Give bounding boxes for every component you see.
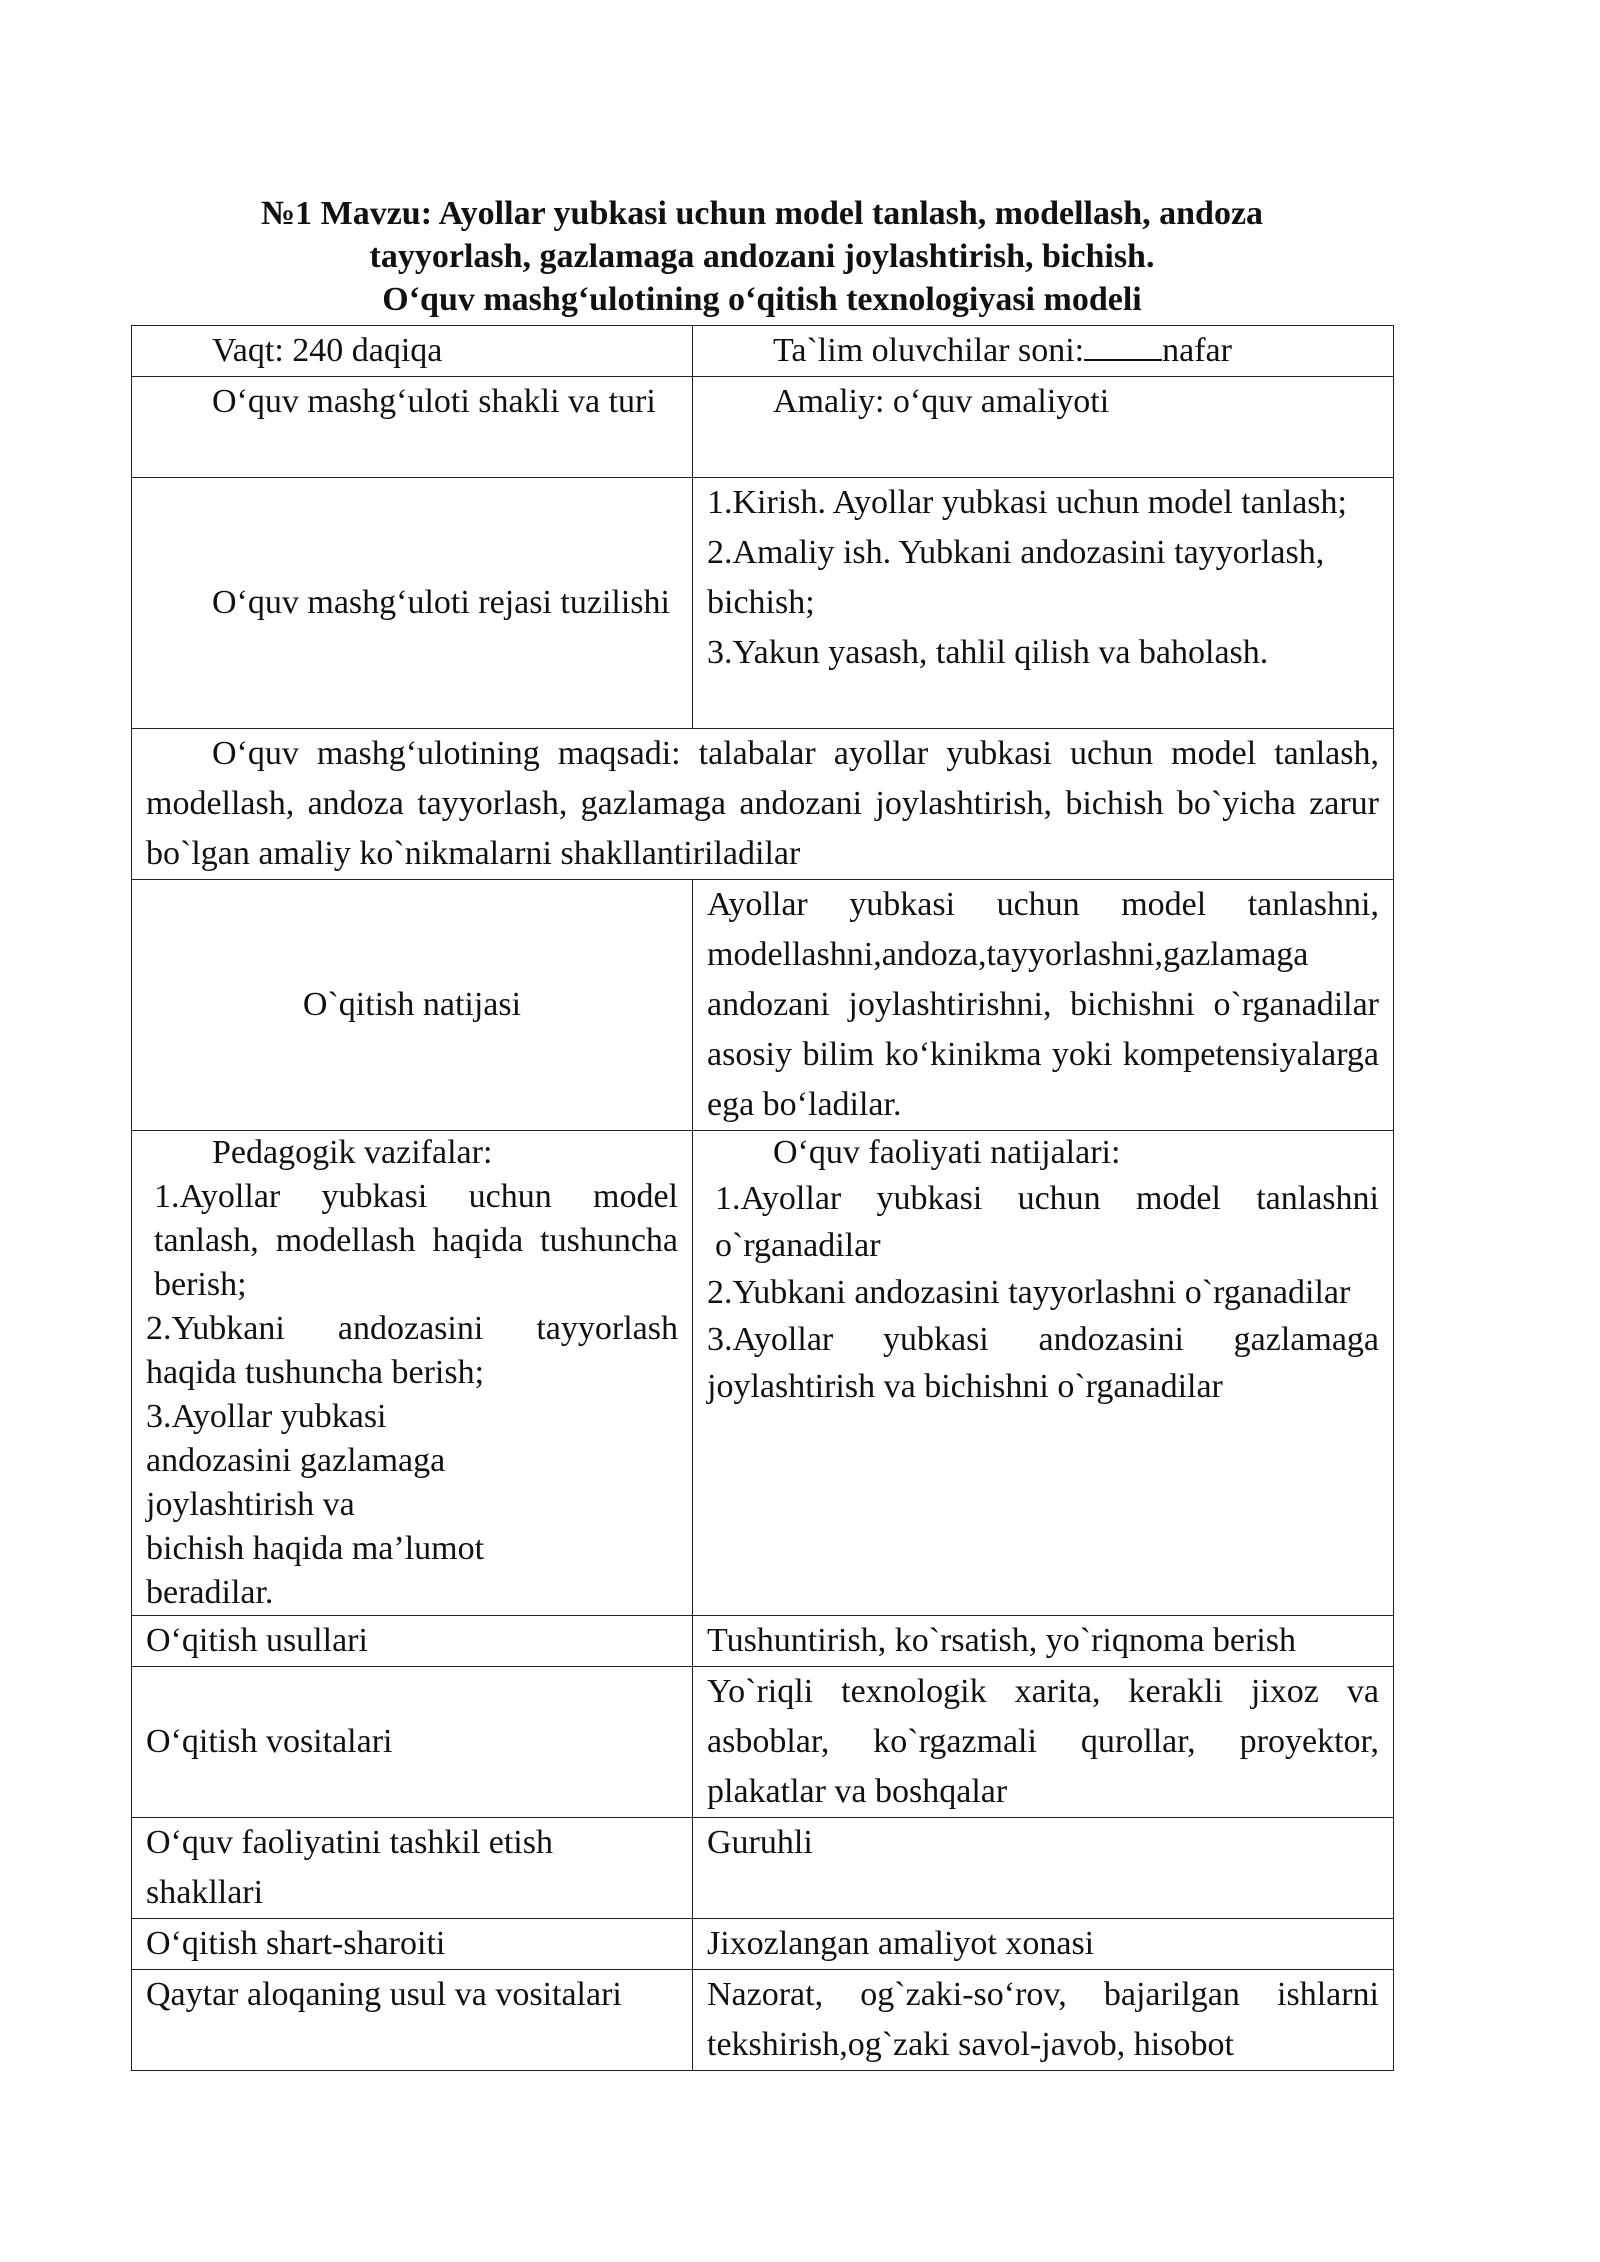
table-row-organization bbox=[132, 1818, 1394, 1919]
outcome-item-3: 3.Ayollar yubkasi andozasini gazlamaga joylashtirish va bichishni o`rganadilar bbox=[707, 1321, 1379, 1405]
task-item-3b: andozasini gazlamaga bbox=[146, 1442, 446, 1479]
table-row-plan bbox=[132, 478, 1394, 729]
tools-value-cell bbox=[693, 1667, 1394, 1818]
plan-items-cell bbox=[693, 478, 1394, 729]
outcomes-cell bbox=[693, 1131, 1394, 1616]
students-blank bbox=[1084, 331, 1162, 361]
task-item-2: 2.Yubkani andozasini tayyorlash haqida tushuncha berish; bbox=[146, 1310, 678, 1391]
conditions-label: O‘qitish shart-sharoiti bbox=[146, 1925, 446, 1962]
organization-label: O‘quv faoliyatini tashkil etish shakllari bbox=[146, 1824, 553, 1911]
feedback-value: Nazorat, og`zaki-so‘rov, bajarilgan ishlarni tekshirish,og`zaki savol-javob, hisobot bbox=[707, 1976, 1379, 2063]
methods-label: O‘qitish usullari bbox=[146, 1622, 368, 1659]
students-label: Ta`lim oluvchilar soni: bbox=[773, 332, 1085, 369]
table-row-form bbox=[132, 377, 1394, 478]
form-value-cell bbox=[693, 377, 1394, 478]
tools-label: O‘qitish vositalari bbox=[146, 1723, 393, 1760]
table-row-conditions bbox=[132, 1919, 1394, 1970]
tools-label-cell bbox=[132, 1667, 693, 1818]
heading-line-1: №1 Mavzu: Ayollar yubkasi uchun model tanlash, modellash, andoza bbox=[260, 195, 1264, 232]
document-heading bbox=[132, 192, 1392, 321]
organization-value: Guruhli bbox=[707, 1824, 813, 1861]
table-row-result bbox=[132, 880, 1394, 1131]
students-suffix: nafar bbox=[1162, 332, 1232, 369]
table-row-time bbox=[132, 326, 1394, 377]
form-value: Amaliy: o‘quv amaliyoti bbox=[773, 383, 1110, 420]
tasks-cell bbox=[132, 1131, 693, 1616]
students-cell bbox=[693, 326, 1394, 377]
table-row-tools bbox=[132, 1667, 1394, 1818]
result-label-cell bbox=[132, 880, 693, 1131]
result-value-cell bbox=[693, 880, 1394, 1131]
task-item-3d: bichish haqida ma’lumot bbox=[146, 1530, 485, 1567]
task-item-3a: 3.Ayollar yubkasi bbox=[146, 1398, 387, 1435]
tasks-title: Pedagogik vazifalar: bbox=[212, 1134, 493, 1171]
tools-value: Yo`riqli texnologik xarita, kerakli jixoz va asboblar, ko`rgazmali qurollar, proyektor, plakatlar va boshqalar bbox=[707, 1673, 1379, 1810]
plan-item-3: 3.Yakun yasash, tahlil qilish va baholash. bbox=[707, 634, 1269, 671]
heading-line-3: O‘quv mashg‘ulotining o‘qitish texnologiyasi modeli bbox=[382, 281, 1142, 318]
task-item-3e: beradilar. bbox=[146, 1574, 274, 1611]
organization-label-cell bbox=[132, 1818, 693, 1919]
feedback-value-cell bbox=[693, 1970, 1394, 2071]
goal-text: O‘quv mashg‘ulotining maqsadi: talabalar ayollar yubkasi uchun model tanlash, modellash, andoza tayyorlash, gazlamaga andozani joylashtirish, bichish bo`yicha zarur bo`lgan amaliy ko`nikmalarni shakllantiriladilar bbox=[146, 735, 1379, 872]
result-label: O`qitish natijasi bbox=[302, 986, 522, 1023]
table-row-methods bbox=[132, 1616, 1394, 1667]
conditions-value: Jixozlangan amaliyot xonasi bbox=[707, 1925, 1095, 1962]
methods-value: Tushuntirish, ko`rsatish, yo`riqnoma berish bbox=[707, 1622, 1297, 1659]
table-row-feedback bbox=[132, 1970, 1394, 2071]
feedback-label: Qaytar aloqaning usul va vositalari bbox=[146, 1976, 622, 2013]
result-value: Ayollar yubkasi uchun model tanlashni, modellashni,andoza,tayyorlashni,gazlamaga andozani joylashtirishni, bichishni o`rganadilar asosiy bilim ko‘kinikma yoki kompetensiyalarga ega bo‘ladilar. bbox=[707, 886, 1379, 1123]
organization-value-cell bbox=[693, 1818, 1394, 1919]
conditions-value-cell bbox=[693, 1919, 1394, 1970]
table-row-goal bbox=[132, 729, 1394, 880]
plan-label-cell bbox=[132, 478, 693, 729]
methods-value-cell bbox=[693, 1616, 1394, 1667]
goal-cell bbox=[132, 729, 1394, 880]
form-label-cell bbox=[132, 377, 693, 478]
time-cell bbox=[132, 326, 693, 377]
methods-label-cell bbox=[132, 1616, 693, 1667]
outcomes-title: O‘quv faoliyati natijalari: bbox=[773, 1134, 1121, 1171]
plan-label: O‘quv mashg‘uloti rejasi tuzilishi bbox=[212, 584, 670, 621]
heading-line-2: tayyorlash, gazlamaga andozani joylashtirish, bichish. bbox=[369, 238, 1155, 275]
table-row-tasks bbox=[132, 1131, 1394, 1616]
plan-item-1: 1.Kirish. Ayollar yubkasi uchun model tanlash; bbox=[707, 484, 1347, 521]
outcome-item-2: 2.Yubkani andozasini tayyorlashni o`rganadilar bbox=[707, 1274, 1351, 1311]
conditions-label-cell bbox=[132, 1919, 693, 1970]
task-item-3c: joylashtirish va bbox=[146, 1486, 355, 1523]
time-text: Vaqt: 240 daqiqa bbox=[212, 332, 443, 369]
outcome-item-1: 1.Ayollar yubkasi uchun model tanlashni o`rganadilar bbox=[715, 1180, 1379, 1264]
form-label: O‘quv mashg‘uloti shakli va turi bbox=[212, 383, 656, 420]
feedback-label-cell bbox=[132, 1970, 693, 2071]
plan-item-2: 2.Amaliy ish. Yubkani andozasini tayyorlash, bichish; bbox=[707, 534, 1325, 621]
task-item-1: 1.Ayollar yubkasi uchun model tanlash, modellash haqida tushuncha berish; bbox=[154, 1178, 678, 1303]
lesson-model-table bbox=[131, 325, 1394, 2071]
